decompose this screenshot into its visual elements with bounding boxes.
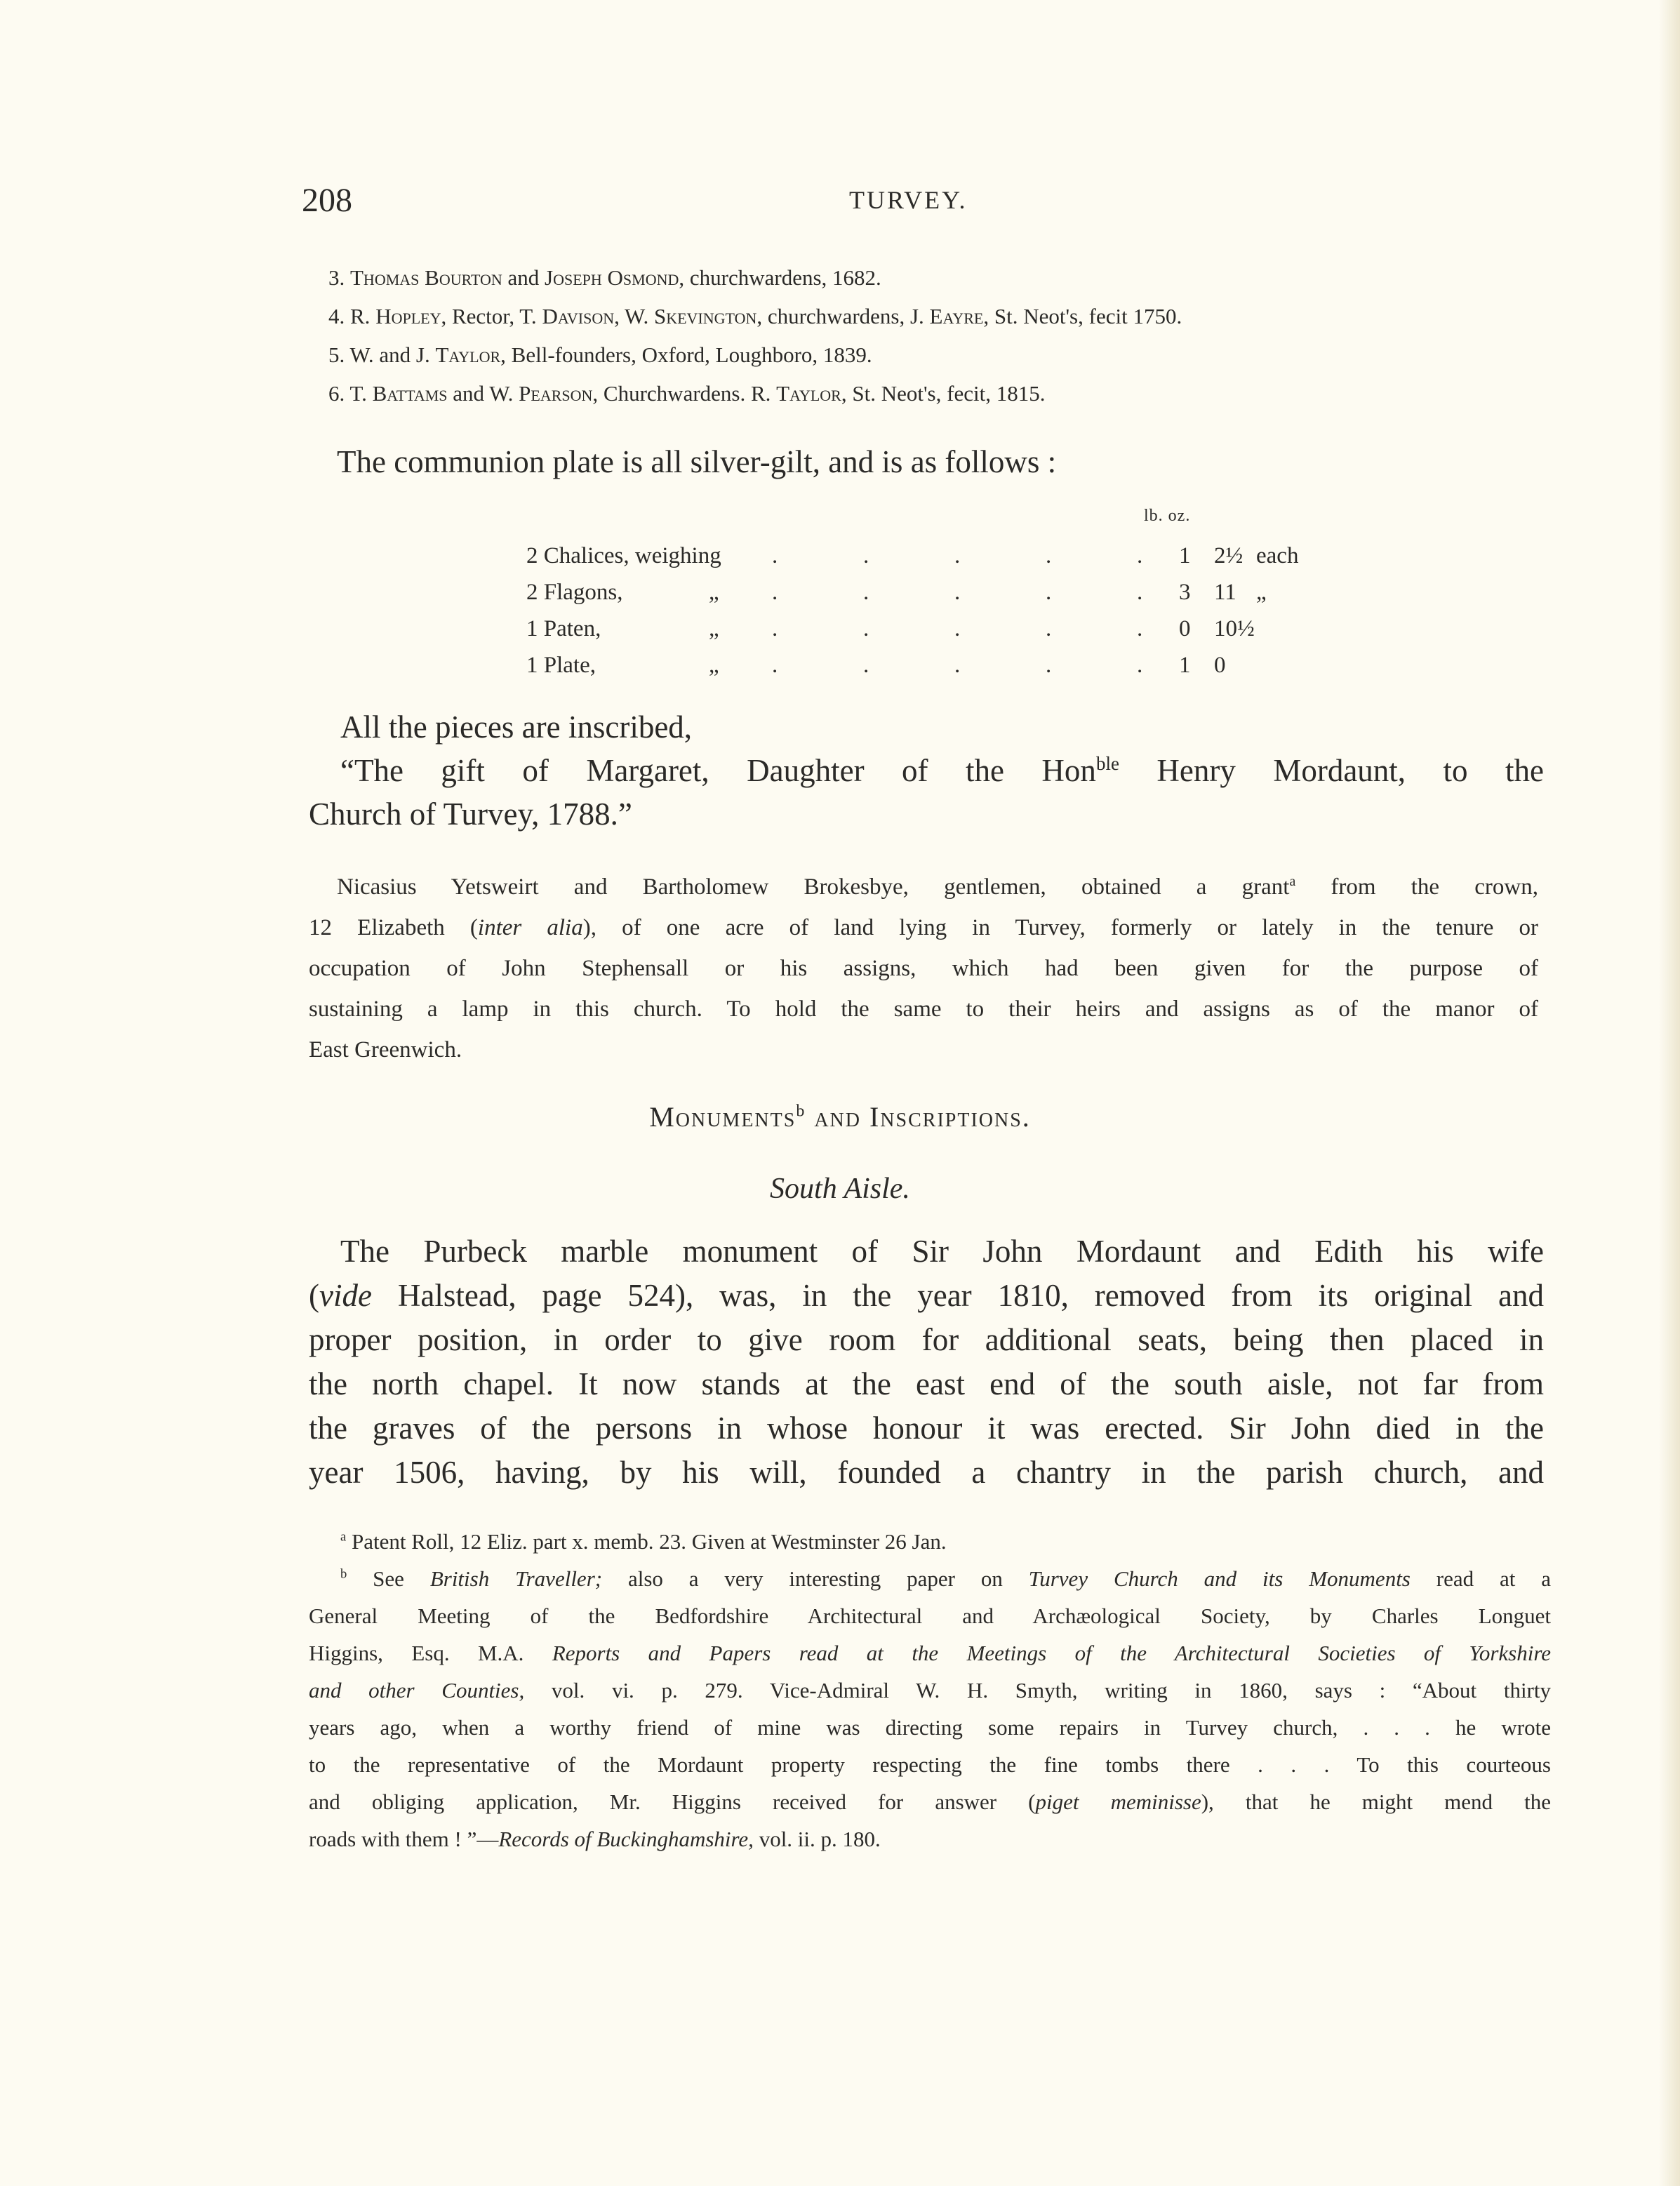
- inscription-text: All the pieces are inscribed, “The gift of Margaret, Daughter of the Hon$^{ble}$ Henry Mordaunt, to the Church of Turvey, 1788.”: [309, 709, 1544, 832]
- communion-plate-table: [526, 507, 1368, 689]
- page-edge-shadow: [1659, 0, 1680, 2186]
- plate-row: 2 Chalices, weighing . . . . . 1 2½ each: [526, 543, 1299, 568]
- plate-row: 2 Flagons, „ . . . . . 3 11 „: [526, 580, 1267, 605]
- section-heading: Monuments$^b$ and Inscriptions.: [649, 1101, 1031, 1133]
- running-title: TURVEY.: [849, 186, 968, 214]
- footnotes: $^a$ Patent Roll, 12 Eliz. part x. memb. 23. Given at Westminster 26 Jan. $^b$ See British Traveller; also a very interesting paper on Turvey Church and its Monuments read at a General Meeting of the Bedfordshire Architectural and Archæological Society, by Charles Longuet Higgins, Esq. M.A. Reports and Papers read at the Meetings of the Architectural Societies of Yorkshire and other Counties, vol. vi. p. 279. Vice-Admiral W. H. Smyth, writing in 1860, says : “About thirty years ago, when a worthy friend of mine was directing some repairs in Turvey church, . . . he wrote to the representative of the Mordaunt property respecting the fine tombs there . . . To this courteous and obliging application, Mr. Higgins received for answer (piget meminisse), that he might mend the roads with them ! ”—Records of Buckinghamshire, vol. ii. p. 180.: [309, 1523, 1551, 1858]
- bell-item: 3. Thomas Bourton and Joseph Osmond, churchwardens, 1682.: [328, 265, 881, 290]
- footnote-ref-b: b: [796, 1102, 806, 1121]
- weight-units-header: lb. oz.: [1144, 507, 1191, 525]
- footnote-a: $^a$ Patent Roll, 12 Eliz. part x. memb. 23. Given at Westminster 26 Jan.: [340, 1529, 947, 1554]
- bell-inscriptions-list: [328, 258, 1578, 413]
- footnote-ref-a: a: [1289, 874, 1296, 889]
- plate-row: 1 Plate, „ . . . . . 1 0: [526, 653, 1226, 678]
- monument-paragraph: The Purbeck marble monument of Sir John Mordaunt and Edith his wife (vide Halstead, page 524), was, in the year 1810, removed from its original and proper position, in order to give room for additional seats, being then placed in the north chapel. It now stands at the east end of the south aisle, not far from the graves of the persons in whose honour it was erected. Sir John died in the year 1506, having, by his will, founded a chantry in the parish church, and: [309, 1234, 1544, 1490]
- bell-item: 6. T. Battams and W. Pearson, Churchwardens. R. Taylor, St. Neot's, fecit, 1815.: [328, 381, 1046, 406]
- subsection-heading: South Aisle.: [770, 1173, 910, 1205]
- grant-paragraph: Nicasius Yetsweirt and Bartholomew Brokesbye, gentlemen, obtained a grant$^a$ from the crown, 12 Elizabeth (inter alia), of one acre of land lying in Turvey, formerly or lately in the tenure or occupation of John Stephensall or his assigns, which had been given for the purpose of sustaining a lamp in this church. To hold the same to their heirs and assigns as of the manor of East Greenwich.: [309, 874, 1538, 1062]
- footnote-b: $^b$ See British Traveller; also a very interesting paper on Turvey Church and its Monuments read at a: [340, 1566, 1551, 1591]
- page-number: 208: [302, 182, 352, 219]
- bell-item: 5. W. and J. Taylor, Bell-founders, Oxford, Loughboro, 1839.: [328, 342, 872, 367]
- bell-item: 4. R. Hopley, Rector, T. Davison, W. Skevington, churchwardens, J. Eayre, St. Neot's, fecit 1750.: [328, 304, 1182, 328]
- plate-row: 1 Paten, „ . . . . . 0 10½: [526, 616, 1255, 641]
- communion-plate-intro: The communion plate is all silver-gilt, and is as follows :: [337, 444, 1057, 479]
- page-header: [302, 181, 1551, 230]
